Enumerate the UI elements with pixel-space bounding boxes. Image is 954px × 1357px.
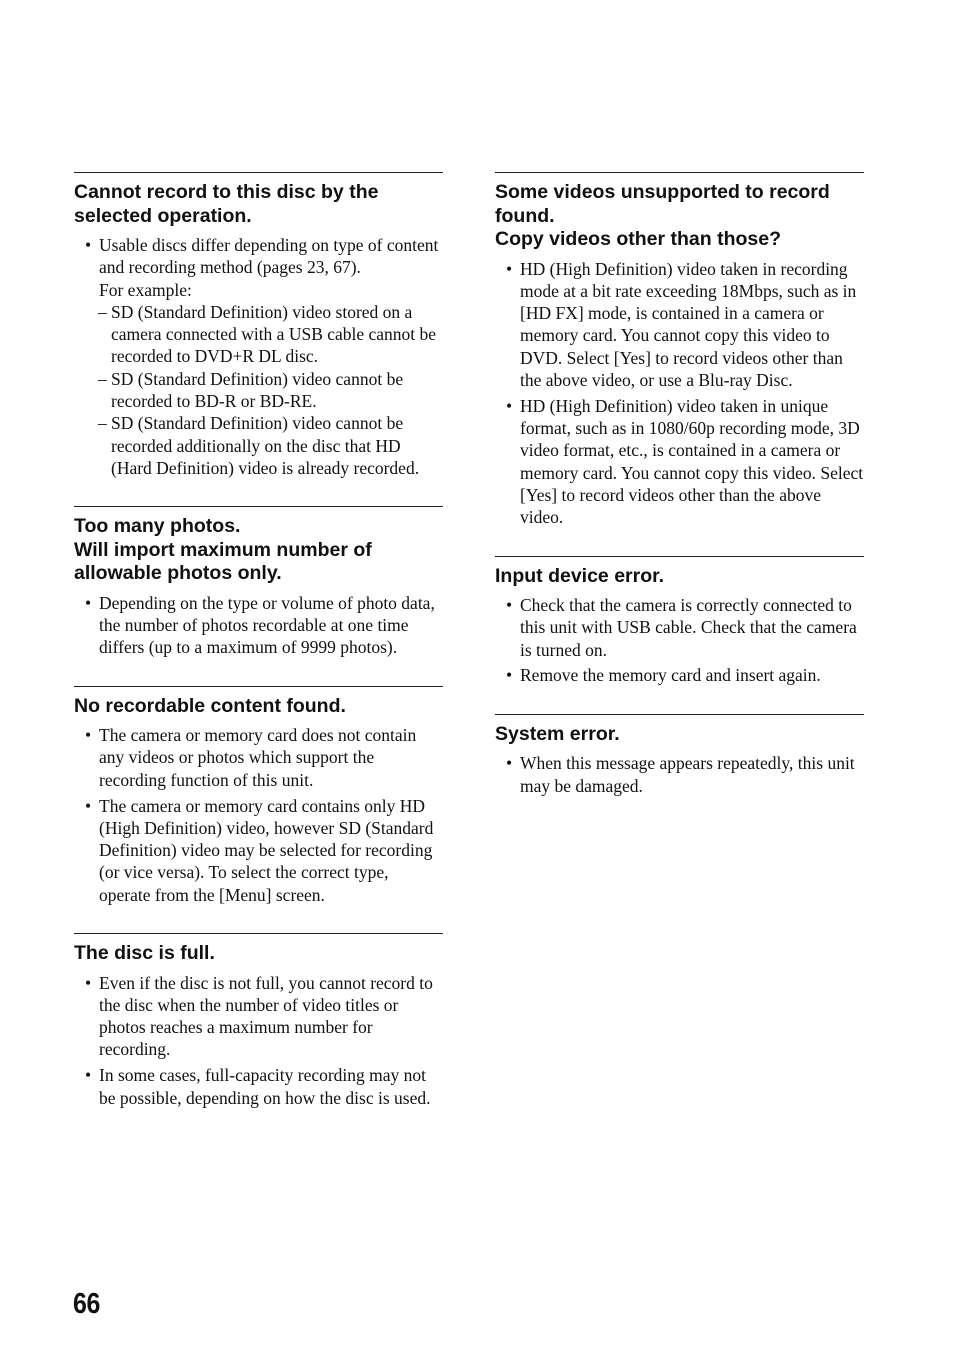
bullet-note: For example: — [99, 279, 192, 300]
bullet-item: • Even if the disc is not full, you cannot record to the disc when the number of video titles or photos reaches a maximum number for recording. — [74, 972, 443, 1061]
bullet-list — [495, 594, 864, 687]
section-too-many-photos — [74, 506, 443, 658]
dash-list — [99, 301, 443, 479]
bullet-item: • Check that the camera is correctly connected to this unit with USB cable. Check that the camera is turned on. — [495, 594, 864, 661]
bullet-list — [74, 592, 443, 659]
dash-item: – SD (Standard Definition) video cannot be recorded to BD-R or BD-RE. — [98, 368, 443, 413]
section-no-recordable-content — [74, 686, 443, 906]
dash-item: – SD (Standard Definition) video stored on a camera connected with a USB cable cannot be recorded to DVD+R DL disc. — [98, 301, 443, 368]
bullet-item: • The camera or memory card contains only HD (High Definition) video, however SD (Standard Definition) video may be selected for recording (or vice versa). To select the correct type, operate from the [Menu] screen. — [74, 795, 443, 906]
bullet-list — [74, 972, 443, 1109]
bullet-item: • HD (High Definition) video taken in unique format, such as in 1080/60p recording mode, 3D video format, etc., is contained in a camera or memory card. You cannot copy this video. Select [Yes] to record videos other than the above video. — [495, 395, 864, 529]
section-heading — [495, 723, 864, 747]
bullet-list — [495, 752, 864, 797]
section-cannot-record — [74, 172, 443, 479]
bullet-list — [74, 724, 443, 906]
bullet-item: • HD (High Definition) video taken in recording mode at a bit rate exceeding 18Mbps, such as in [HD FX] mode, is contained in a camera or memory card. You cannot copy this video to DVD. Select [Yes] to record videos other than the above video, or use a Blu-ray Disc. — [495, 258, 864, 392]
bullet-item: • Remove the memory card and insert again. — [495, 664, 864, 686]
section-heading — [74, 181, 443, 228]
heading-line: Input device error. — [495, 564, 665, 587]
heading-line: Cannot record to this disc by the selected operation. — [74, 181, 379, 227]
bullet-item: • The camera or memory card does not contain any videos or photos which support the recording function of this unit. — [74, 724, 443, 791]
heading-line: Will import maximum number of allowable photos only. — [74, 538, 372, 585]
heading-line: Too many photos. — [74, 515, 241, 538]
section-heading — [74, 515, 443, 586]
right-column — [495, 172, 864, 824]
heading-line: Copy videos other than those? — [495, 228, 782, 250]
page-number: 66 — [73, 1288, 100, 1320]
section-unsupported-videos — [495, 172, 864, 529]
bullet-list — [495, 258, 864, 529]
bullet-text: • Usable discs differ depending on type of content and recording method (pages 23, 67). — [99, 235, 439, 278]
bullet-item — [74, 234, 443, 479]
heading-line: System error. — [495, 722, 620, 745]
heading-line: Some videos unsupported to record found. — [495, 181, 830, 227]
left-column — [74, 172, 443, 1136]
section-heading — [495, 565, 864, 589]
bullet-item: • Depending on the type or volume of photo data, the number of photos recordable at one time differs (up to a maximum of 9999 photos). — [74, 592, 443, 659]
bullet-list — [74, 234, 443, 479]
heading-line: No recordable content found. — [74, 694, 346, 717]
section-heading — [495, 181, 864, 252]
dash-item: – SD (Standard Definition) video cannot be recorded additionally on the disc that HD (Hard Definition) video is already recorded. — [98, 412, 443, 479]
section-disc-full — [74, 933, 443, 1109]
section-system-error — [495, 714, 864, 797]
bullet-item: • When this message appears repeatedly, this unit may be damaged. — [495, 752, 864, 797]
section-heading — [74, 942, 443, 966]
section-heading — [74, 695, 443, 719]
section-input-device-error — [495, 556, 864, 687]
bullet-item: • In some cases, full-capacity recording may not be possible, depending on how the disc is used. — [74, 1064, 443, 1109]
heading-line: The disc is full. — [74, 942, 215, 965]
